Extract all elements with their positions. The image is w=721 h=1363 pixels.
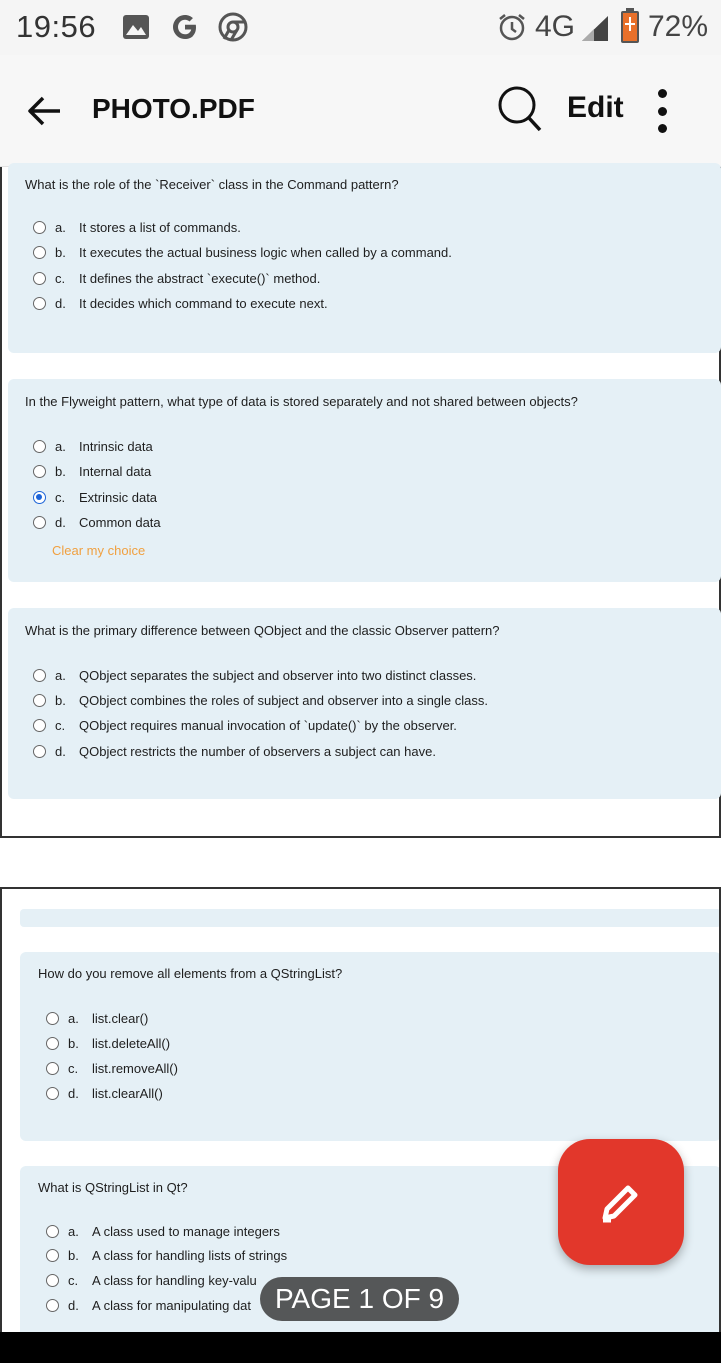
radio-button[interactable] <box>33 272 46 285</box>
status-time: 19:56 <box>16 9 97 44</box>
network-type: 4G <box>535 10 576 43</box>
option-b[interactable]: b. A class for handling lists of strings <box>46 1248 287 1263</box>
pdf-page-2[interactable] <box>0 887 721 1332</box>
status-bar <box>0 0 721 55</box>
pdf-page-1[interactable] <box>0 167 721 838</box>
question-card <box>8 379 721 582</box>
option-a[interactable]: a. Intrinsic data <box>33 439 153 454</box>
radio-button[interactable] <box>33 694 46 707</box>
radio-button[interactable] <box>33 669 46 682</box>
app-bar <box>0 55 721 167</box>
question-text: What is the role of the `Receiver` class in the Command pattern? <box>25 177 399 192</box>
battery-icon <box>620 8 640 49</box>
radio-button[interactable] <box>46 1062 59 1075</box>
more-dot-icon <box>658 107 667 116</box>
question-card-partial <box>20 909 721 927</box>
option-d[interactable]: d. QObject restricts the number of observers a subject can have. <box>33 744 436 759</box>
radio-button[interactable] <box>33 465 46 478</box>
radio-button[interactable] <box>46 1037 59 1050</box>
more-dot-icon <box>658 124 667 133</box>
option-a[interactable]: a. It stores a list of commands. <box>33 220 241 235</box>
radio-button[interactable] <box>33 246 46 259</box>
radio-button[interactable] <box>46 1012 59 1025</box>
question-card <box>8 163 721 353</box>
option-a[interactable]: a. A class used to manage integers <box>46 1224 280 1239</box>
search-icon <box>497 85 543 133</box>
navigation-bar <box>0 1332 721 1363</box>
more-options-button[interactable] <box>640 83 684 139</box>
option-d[interactable]: d. A class for manipulating dat <box>46 1298 251 1313</box>
back-arrow-icon <box>26 95 62 127</box>
page-indicator: PAGE 1 OF 9 <box>260 1277 459 1321</box>
radio-button[interactable] <box>46 1225 59 1238</box>
radio-button-selected[interactable] <box>33 491 46 504</box>
option-b[interactable]: b. Internal data <box>33 464 151 479</box>
more-dot-icon <box>658 89 667 98</box>
page-gap <box>0 839 721 887</box>
option-a[interactable]: a. list.clear() <box>46 1011 148 1026</box>
radio-button[interactable] <box>46 1249 59 1262</box>
radio-button[interactable] <box>33 516 46 529</box>
option-c[interactable]: c. Extrinsic data <box>33 490 157 505</box>
question-card <box>8 608 721 799</box>
question-text: What is QStringList in Qt? <box>38 1180 188 1195</box>
document-title: PHOTO.PDF <box>92 93 255 124</box>
google-icon <box>170 12 200 47</box>
option-d[interactable]: d. Common data <box>33 515 161 530</box>
radio-button[interactable] <box>33 221 46 234</box>
back-button[interactable] <box>18 85 70 137</box>
radio-button[interactable] <box>46 1274 59 1287</box>
radio-button[interactable] <box>46 1299 59 1312</box>
signal-icon <box>580 14 610 47</box>
option-c[interactable]: c. QObject requires manual invocation of `update()` by the observer. <box>33 718 457 733</box>
question-text: What is the primary difference between QObject and the classic Observer pattern? <box>25 623 500 638</box>
chrome-icon <box>218 12 248 47</box>
option-c[interactable]: c. list.removeAll() <box>46 1061 178 1076</box>
battery-percent: 72% <box>648 10 709 43</box>
edit-fab-button[interactable] <box>558 1139 684 1265</box>
question-card <box>20 952 721 1141</box>
question-text: In the Flyweight pattern, what type of data is stored separately and not shared between objects? <box>25 394 578 409</box>
radio-button[interactable] <box>33 719 46 732</box>
option-c[interactable]: c. It defines the abstract `execute()` method. <box>33 271 320 286</box>
option-b[interactable]: b. QObject combines the roles of subject and observer into a single class. <box>33 693 488 708</box>
option-b[interactable]: b. list.deleteAll() <box>46 1036 170 1051</box>
search-button[interactable] <box>492 81 548 137</box>
radio-button[interactable] <box>33 297 46 310</box>
pencil-icon <box>597 1178 645 1226</box>
edit-button[interactable]: Edit <box>567 91 624 124</box>
radio-button[interactable] <box>33 440 46 453</box>
alarm-icon <box>497 12 527 47</box>
clear-choice-link[interactable]: Clear my choice <box>52 543 146 558</box>
image-notification-icon <box>122 14 150 45</box>
option-c[interactable]: c. A class for handling key-valu <box>46 1273 257 1288</box>
option-d[interactable]: d. It decides which command to execute next. <box>33 296 328 311</box>
radio-button[interactable] <box>33 745 46 758</box>
option-a[interactable]: a. QObject separates the subject and observer into two distinct classes. <box>33 668 476 683</box>
option-b[interactable]: b. It executes the actual business logic when called by a command. <box>33 245 452 260</box>
option-d[interactable]: d. list.clearAll() <box>46 1086 163 1101</box>
question-text: How do you remove all elements from a QStringList? <box>38 966 343 981</box>
radio-button[interactable] <box>46 1087 59 1100</box>
